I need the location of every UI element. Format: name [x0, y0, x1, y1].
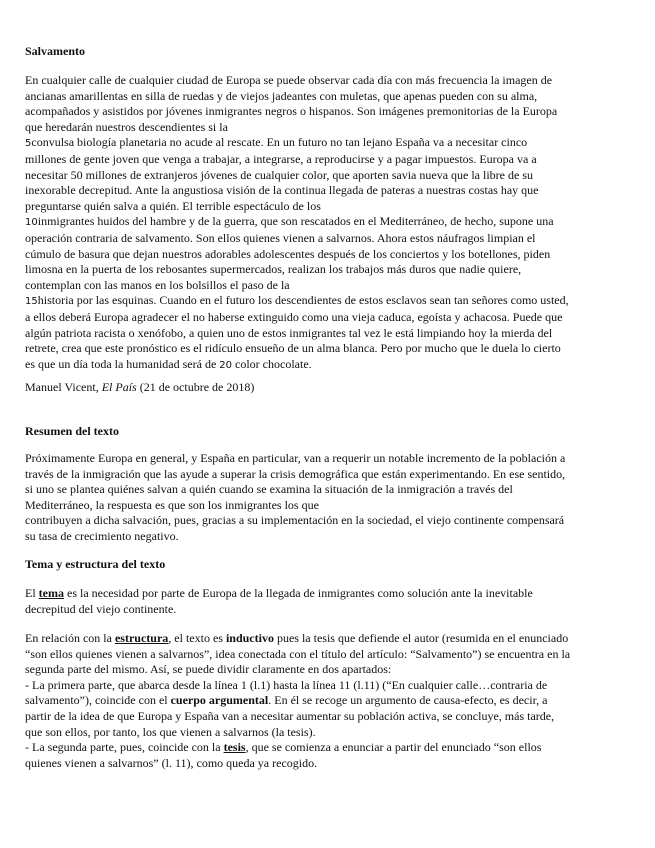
article-line: retrete, crea que este pronóstico es el ridículo ensueño de un alma blanca. Pero por mucho que le duela lo cierto [25, 341, 561, 356]
article-line: contemplan con las manos en los bolsillos el paso de la [25, 277, 290, 292]
summary-line: contribuyen a dicha salvación, pues, gracias a su implementación en la sociedad, el viejo continente compensará [25, 513, 565, 528]
theme-line: El tema es la necesidad por parte de Europa de la llegada de inmigrantes como solución ante la inevitable [25, 586, 533, 600]
article-line: 5convulsa biología planetaria no acude al rescate. En un futuro no tan lejano España va a necesitar cinco [25, 135, 528, 150]
structure-paragraph [25, 631, 635, 771]
structure-line: En relación con la estructura, el texto es inductivo pues la tesis que defiende el autor (resumida en el enunciado [25, 631, 569, 645]
article-line: a ellos deberá Europa agradecer el no haberse extinguido como una vieja caduca, egoísta y achacosa. Puede que [25, 309, 563, 324]
article-line: algún patriota racista o xenófobo, a quien uno de estos inmigrantes tal vez le está limpiando hoy la mierda del [25, 325, 553, 340]
theme-paragraph [25, 586, 635, 617]
article-line: es que un día toda la humanidad será de 20 color chocolate. [25, 356, 312, 371]
summary-line: Próximamente Europa en general, y España en particular, van a requerir un notable incremento de la población a [25, 451, 566, 465]
line-number: 15 [25, 296, 38, 308]
article-line: ancianas amarillentas en silla de ruedas y de viejos jadeantes con muletas, que apenas pueden con su alma, [25, 88, 538, 103]
article-line: 15historia por las esquinas. Cuando en el futuro los descendientes de estos esclavos sean tan señores como usted, [25, 293, 569, 308]
structure-line: que son ellos, por tanto, los que vienen a salvarnos (la tesis). [25, 724, 316, 739]
article-line: inexorable decrepitud. Ante la angustiosa visión de la continua llegada de pateras a nuestras costas hay que [25, 183, 539, 198]
theme-heading: Tema y estructura del texto [25, 557, 166, 571]
structure-line: salvamento”), coincide con el cuerpo argumental. En él se recoge un argumento de causa-efecto, es decir, a [25, 693, 548, 708]
summary-heading: Resumen del texto [25, 424, 119, 438]
structure-line: segunda parte del mismo. Así, se puede dividir claramente en dos apartados: [25, 662, 392, 677]
article-line: En cualquier calle de cualquier ciudad de Europa se puede observar cada día con más frecuencia la imagen de [25, 73, 553, 87]
article-source [25, 380, 635, 396]
summary-line: través de la inmigración que las ayude a superar la crisis demográfica que están experimentando. En ese sentido, [25, 466, 566, 481]
article-line: preguntarse quién salva a quién. El terrible espectáculo de los [25, 198, 321, 213]
source-date: (21 de octubre de 2018) [136, 380, 255, 394]
line-number: 10 [25, 217, 38, 229]
summary-line: si uno se plantea quiénes salvan a quién cuando se examina la situación de la inmigración a través del [25, 482, 513, 497]
article-line: limosna en la puerta de los rebosantes supermercados, realizan los trabajos más duros que nadie quiere, [25, 262, 522, 277]
structure-line: partir de la idea de que Europa y España van a necesitar aumentar su población activa, se concluye, más tarde, [25, 708, 555, 723]
structure-line: quienes vienen a salvarnos” (l. 11), como queda ya recogido. [25, 755, 318, 770]
article-body [25, 73, 635, 373]
article-line: millones de gente joven que venga a trabajar, a integrarse, a reproducirse y a pagar impuestos. Europa va a [25, 151, 537, 166]
keyword-tema: tema [38, 586, 64, 600]
line-number: 20 [219, 359, 233, 371]
article-line: 10inmigrantes huidos del hambre y de la guerra, que son rescatados en el Mediterráneo, de hecho, supone una [25, 214, 554, 229]
article-line: necesitar 50 millones de extranjeros jóvenes de cualquier color, que aporten savia nueva que la libre de su [25, 167, 533, 182]
keyword-estructura: estructura [114, 631, 169, 645]
summary-body [25, 451, 635, 545]
theme-line: decrepitud del viejo continente. [25, 601, 177, 616]
keyword-inductivo: inductivo [225, 631, 274, 645]
source-author: Manuel Vicent, [25, 380, 102, 394]
source-newspaper: El País [101, 380, 137, 394]
article-line: cúmulo de basura que dejan nuestros adorables adolescentes después de los conciertos y los botellones, piden [25, 246, 551, 261]
article-title: Salvamento [25, 44, 85, 58]
article-line: que heredarán nuestros descendientes si la [25, 119, 228, 134]
summary-line: Mediterráneo, la respuesta es que son los inmigrantes los que [25, 497, 319, 512]
article-line: acompañados y asistidos por jóvenes inmigrantes negros o hispanos. Son imágenes premonitorias de la Europa [25, 104, 558, 119]
article-line: operación contraria de salvamento. Son ellos quienes vienen a salvarnos. Ahora estos náufragos limpian el [25, 230, 536, 245]
structure-line: - La segunda parte, pues, coincide con la tesis, que se comienza a enunciar a partir del enunciado “son ellos [25, 740, 542, 755]
keyword-cuerpo-argumental: cuerpo argumental [170, 693, 269, 708]
structure-line: - La primera parte, que abarca desde la línea 1 (l.1) hasta la línea 11 (l.11) (“En cualquier calle…contraria de [25, 677, 548, 692]
line-number: 5 [25, 138, 32, 150]
keyword-tesis: tesis [223, 740, 246, 755]
summary-line: su tasa de crecimiento negativo. [25, 528, 179, 543]
structure-line: “son ellos quienes vienen a salvarnos”, idea conectada con el título del artículo: “Salvamento”) se encuentra en la [25, 646, 571, 661]
